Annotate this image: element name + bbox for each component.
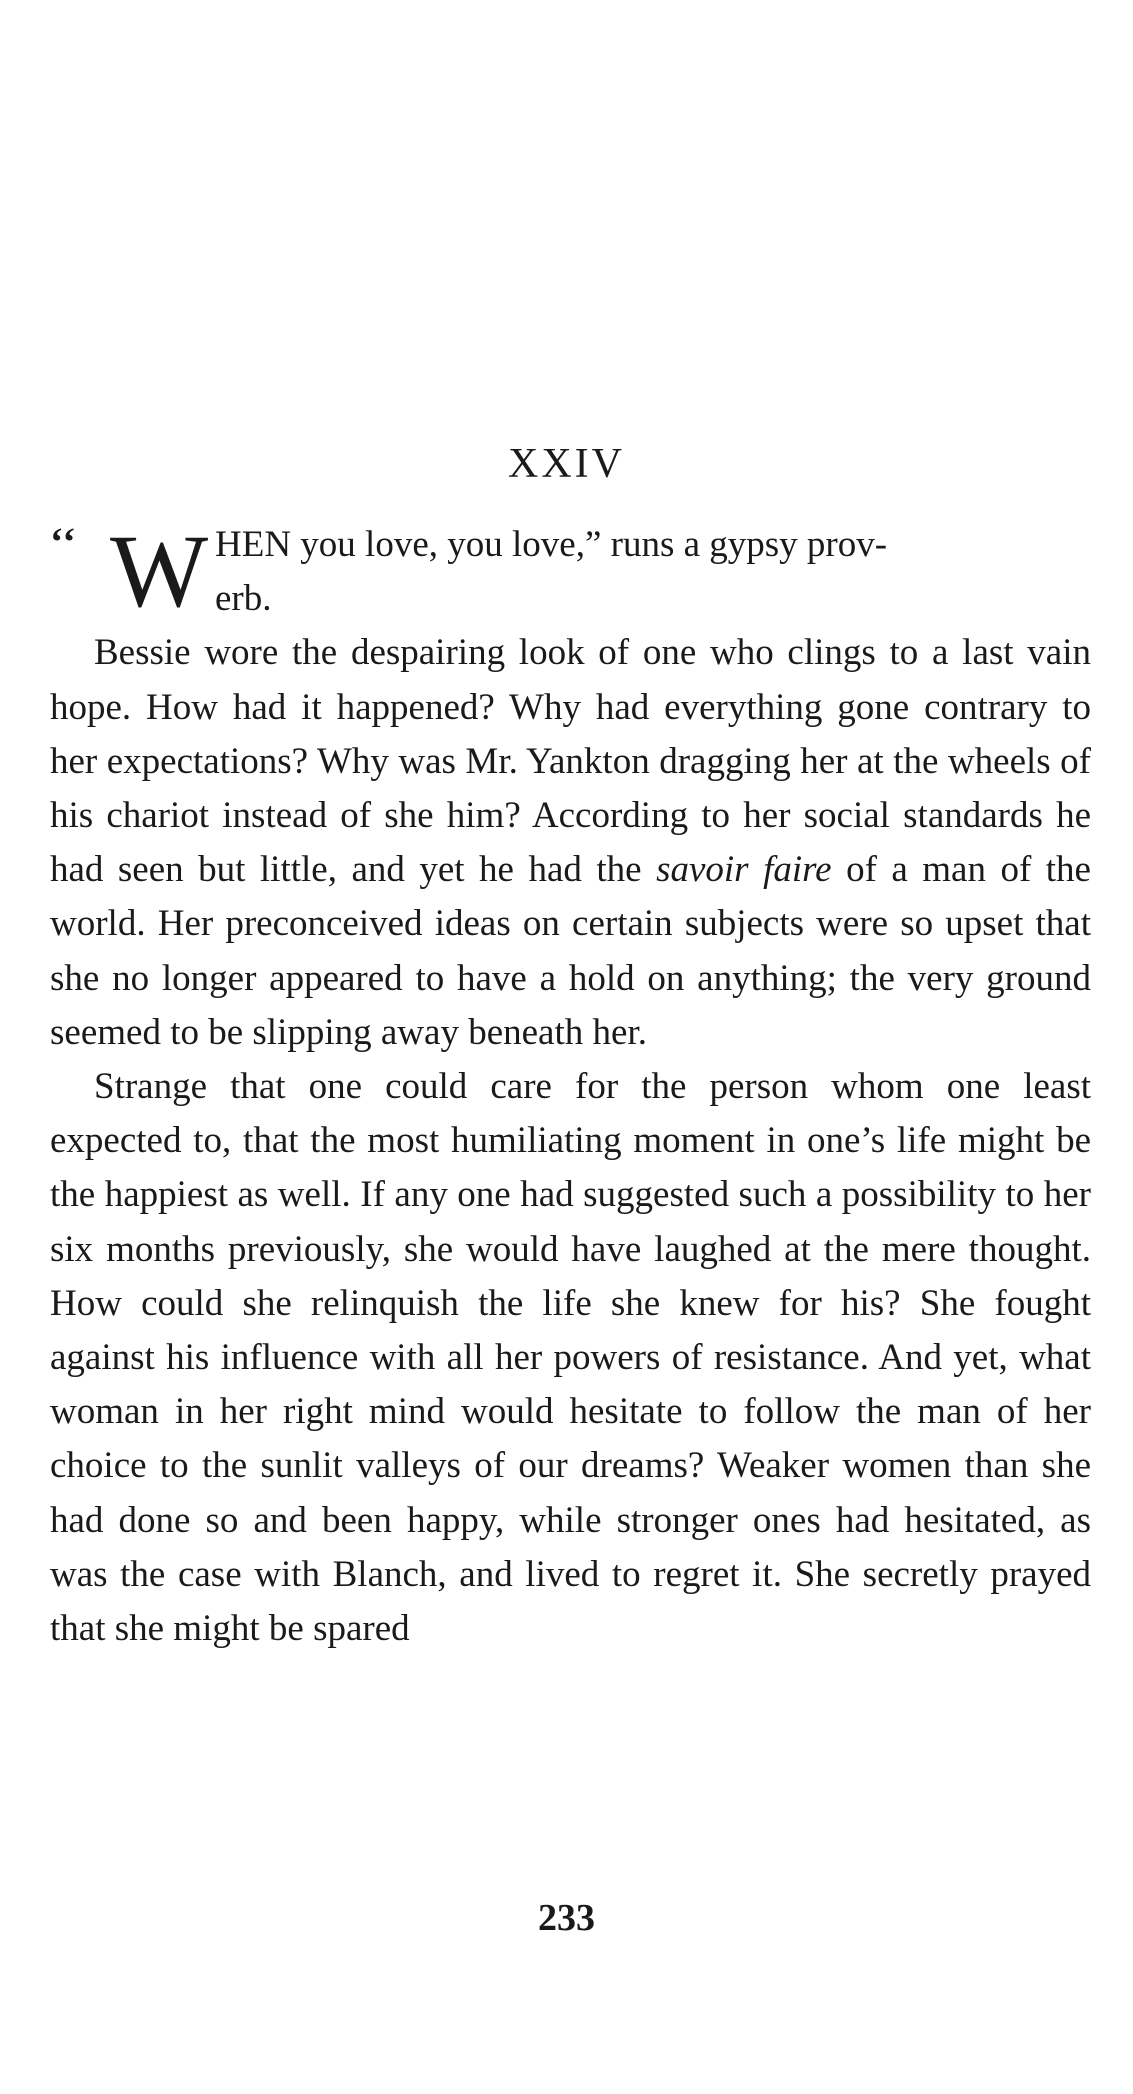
- opening-paragraph: [50, 514, 1091, 629]
- paragraph-1: [50, 626, 1091, 1060]
- body-text: [50, 514, 1091, 1656]
- opening-line-2: erb.: [215, 578, 272, 620]
- paragraph-1-text-b: of a man of the world. Her preconceived ideas on certain subjects were so upset that she no longer appeared to have a hold on anything; the very ground seemed to be slipping away beneath her.: [50, 849, 1091, 1053]
- opening-quote-mark: ‘‘: [50, 519, 78, 564]
- drop-cap: W: [110, 514, 209, 629]
- opening-line-1: HEN you love, you love,” runs a gypsy prov-: [215, 524, 888, 565]
- paragraph-1-text-a: Bessie wore the despairing look of one who clings to a last vain hope. How had it happened? Why had everything gone contrary to her expectations? Why was Mr. Yankton dragging her at the wheels of his chariot instead of she him? According to her social standards he had seen but little, and yet he had the: [50, 632, 1091, 891]
- page-number: 233: [538, 1897, 595, 1939]
- chapter-heading: XXIV: [508, 441, 625, 487]
- paragraph-1-italic: savoir faire: [656, 849, 832, 891]
- paragraph-2: Strange that one could care for the person whom one least expected to, that the most humiliating moment in one’s life might be the happiest as well. If any one had suggested such a possibility to her six months previously, she would have laughed at the mere thought. How could she relinquish the life she knew for his? She fought against his influence with all her powers of resistance. And yet, what woman in her right mind would hesitate to follow the man of her choice to the sunlit valleys of our dreams? Weaker women than she had done so and been happy, while stronger ones had hesitated, as was the case with Blanch, and lived to regret it. She secretly prayed that she might be spared: [50, 1066, 1091, 1650]
